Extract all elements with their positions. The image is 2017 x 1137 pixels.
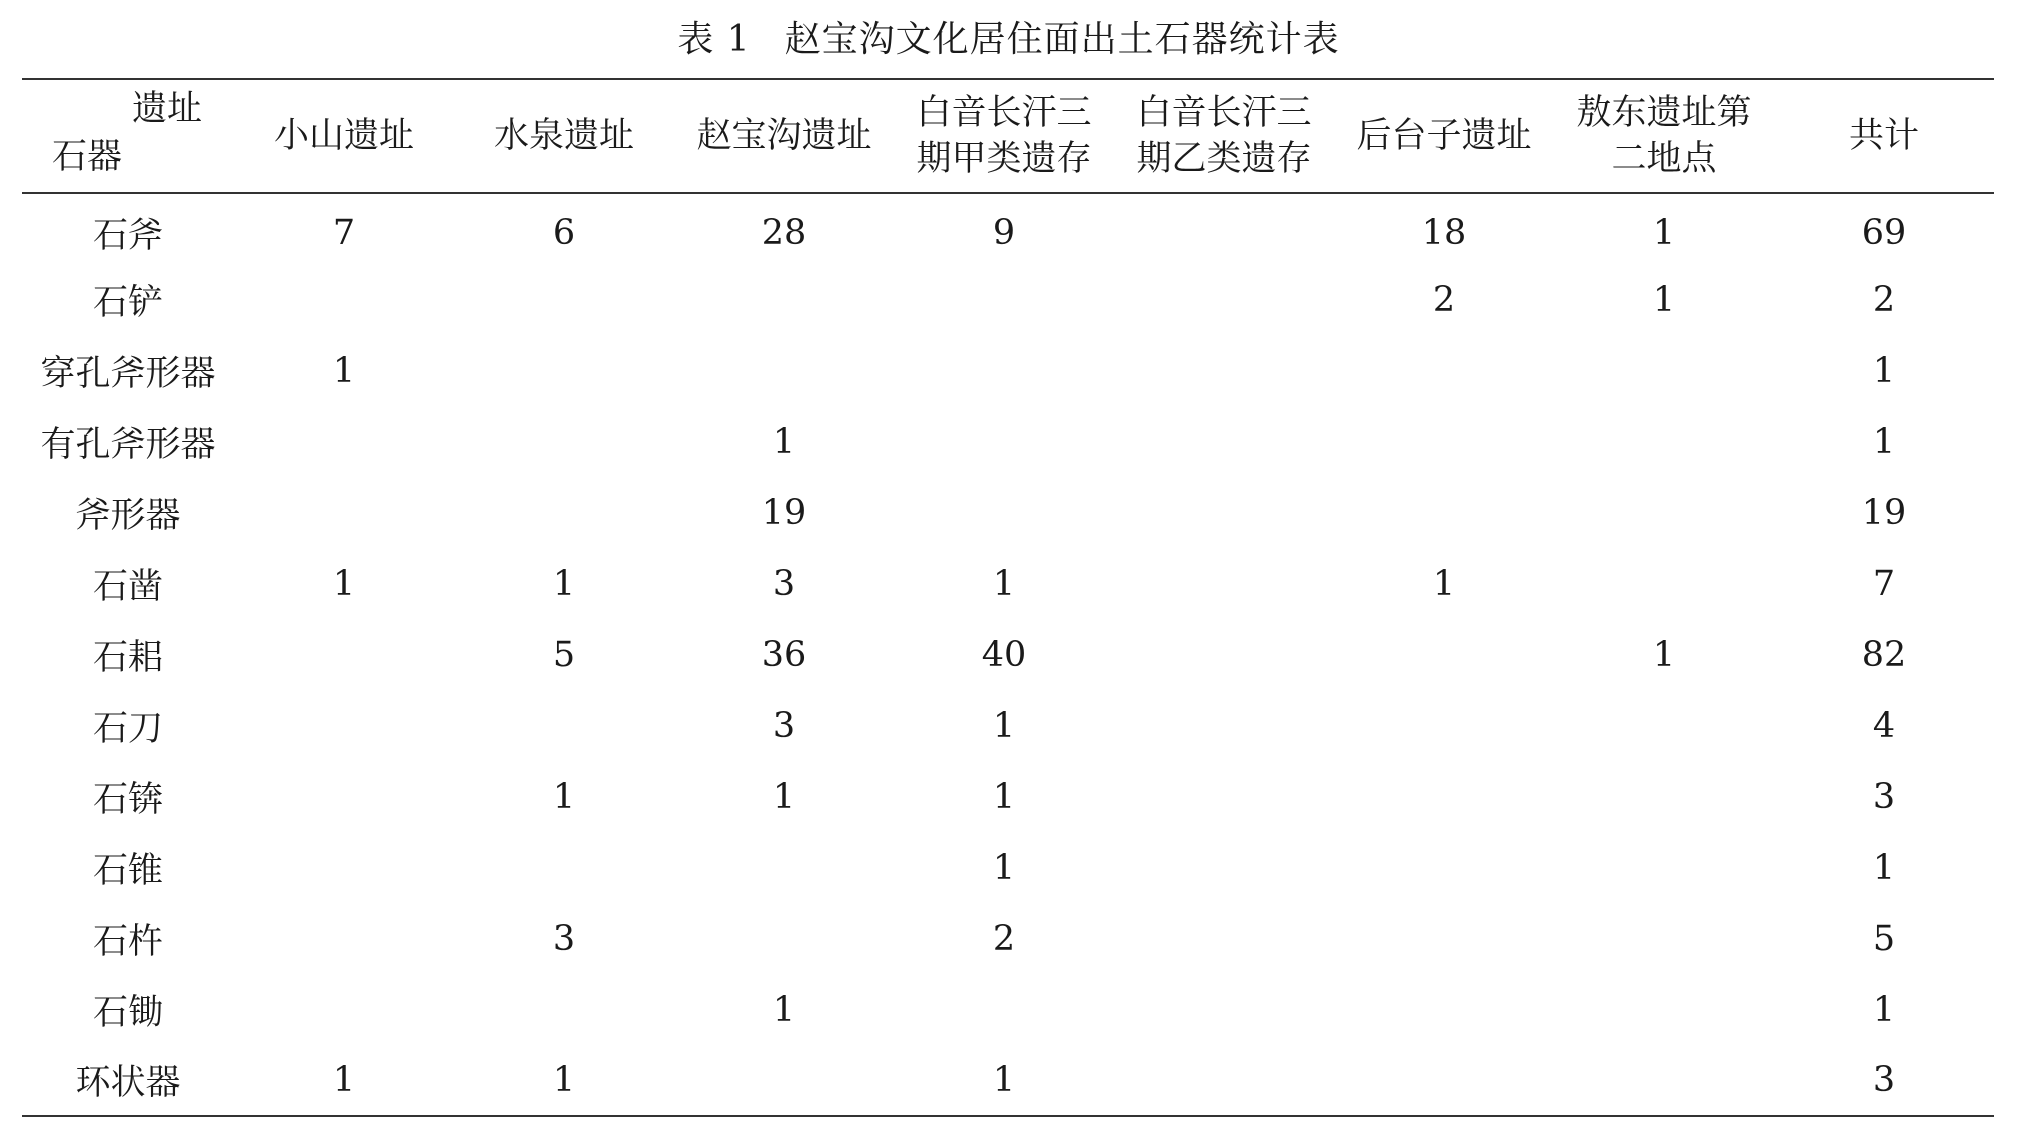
total-cell: 19	[1861, 492, 1907, 533]
table-cell	[234, 406, 454, 477]
table-cell: 1	[772, 989, 796, 1030]
table-cell: 3	[772, 563, 796, 604]
table-cell	[1114, 548, 1334, 619]
table-cell: 1	[1652, 213, 1676, 253]
table-cell	[1114, 903, 1334, 974]
table-title: 赵宝沟文化居住面出土石器统计表	[784, 19, 1340, 60]
table-cell	[1114, 619, 1334, 690]
table-row	[22, 406, 1994, 477]
table-cell: 1	[332, 350, 356, 391]
stone-tools-table	[22, 78, 1994, 1117]
table-cell: 1	[234, 1045, 454, 1116]
table-cell	[234, 477, 454, 548]
total-cell: 1	[1872, 989, 1896, 1030]
table-cell	[234, 761, 454, 832]
table-cell: 1	[552, 776, 576, 817]
row-label: 石杵	[92, 921, 163, 962]
table-cell	[1114, 832, 1334, 903]
total-cell: 69	[1861, 213, 1907, 253]
table-row	[22, 548, 1994, 619]
table-row	[22, 1045, 1994, 1116]
table-row	[22, 690, 1994, 761]
table-cell	[674, 903, 894, 974]
header-row	[22, 79, 1994, 193]
table-cell	[894, 974, 1114, 1045]
table-cell	[1554, 335, 1774, 406]
column-header: 敖东遗址第 二地点	[1554, 79, 1774, 193]
corner-site-label: 遗址	[132, 89, 203, 129]
table-cell: 7	[332, 213, 356, 253]
table-cell	[454, 264, 674, 335]
table-cell	[454, 406, 674, 477]
row-label: 环状器	[22, 1045, 234, 1116]
table-cell: 1	[454, 1045, 674, 1116]
row-label: 斧形器	[75, 495, 181, 536]
table-cell: 18	[1421, 213, 1467, 253]
column-header: 后台子遗址	[1334, 79, 1554, 193]
row-label: 石凿	[92, 566, 163, 607]
total-cell: 3	[1872, 776, 1896, 817]
table-cell	[1334, 1045, 1554, 1116]
table-row	[22, 832, 1994, 903]
corner-header-cell	[22, 79, 234, 193]
table-cell	[1114, 193, 1334, 264]
table-cell	[1554, 903, 1774, 974]
table-cell: 1	[1652, 634, 1676, 675]
row-label: 石锄	[92, 992, 163, 1033]
table-cell: 28	[761, 213, 807, 253]
column-header: 赵宝沟遗址	[674, 79, 894, 193]
column-header: 小山遗址	[234, 79, 454, 193]
table-cell	[1554, 761, 1774, 832]
table-cell: 1	[772, 421, 796, 462]
table-cell: 36	[761, 634, 807, 675]
total-cell: 7	[1872, 563, 1896, 604]
row-label: 石铲	[92, 282, 163, 323]
table-cell	[1334, 832, 1554, 903]
row-label: 有孔斧形器	[40, 424, 216, 465]
table-cell	[674, 264, 894, 335]
table-cell	[454, 832, 674, 903]
row-label: 穿孔斧形器	[40, 353, 216, 394]
table-number: 表 1	[677, 19, 751, 60]
table-cell	[1554, 1045, 1774, 1116]
table-cell	[1114, 264, 1334, 335]
column-header: 白音长汗三 期乙类遗存	[1114, 79, 1334, 193]
table-cell: 2	[1432, 279, 1456, 320]
table-row	[22, 477, 1994, 548]
row-label: 石锥	[92, 850, 163, 891]
table-cell	[894, 264, 1114, 335]
table-cell	[1334, 619, 1554, 690]
table-cell	[234, 264, 454, 335]
total-cell: 82	[1861, 634, 1907, 675]
table-cell: 40	[981, 634, 1027, 675]
table-row	[22, 193, 1994, 264]
table-caption	[0, 14, 2017, 66]
total-cell: 2	[1872, 279, 1896, 320]
table-cell	[234, 974, 454, 1045]
corner-tool-label: 石器	[52, 137, 123, 177]
row-label: 石锛	[92, 779, 163, 820]
table-cell: 6	[552, 213, 576, 253]
row-label: 石耜	[92, 637, 163, 678]
table-row	[22, 619, 1994, 690]
table-cell	[454, 335, 674, 406]
table-cell	[1334, 477, 1554, 548]
table-cell: 1	[992, 563, 1016, 604]
table-cell: 5	[552, 634, 576, 675]
table-cell: 1	[1652, 279, 1676, 320]
column-header: 水泉遗址	[454, 79, 674, 193]
table-cell	[1554, 477, 1774, 548]
table-row	[22, 974, 1994, 1045]
total-cell: 4	[1872, 705, 1896, 746]
table-row	[22, 264, 1994, 335]
table-cell	[454, 477, 674, 548]
table-cell: 1	[332, 563, 356, 604]
table-cell	[894, 477, 1114, 548]
table-cell	[234, 832, 454, 903]
table-cell	[674, 335, 894, 406]
table-cell: 1	[992, 705, 1016, 746]
total-cell: 1	[1872, 421, 1896, 462]
table-cell	[454, 974, 674, 1045]
total-cell: 5	[1872, 918, 1896, 959]
table-cell: 3	[772, 705, 796, 746]
table-cell	[1114, 335, 1334, 406]
table-cell	[1334, 690, 1554, 761]
total-cell: 3	[1774, 1045, 1994, 1116]
table-cell	[894, 335, 1114, 406]
table-cell	[1554, 548, 1774, 619]
table-cell: 1	[894, 1045, 1114, 1116]
table-cell	[1334, 903, 1554, 974]
table-cell	[1334, 335, 1554, 406]
table-cell	[1114, 406, 1334, 477]
table-cell	[1334, 406, 1554, 477]
table-cell	[674, 1045, 894, 1116]
table-cell	[1554, 974, 1774, 1045]
column-header: 白音长汗三 期甲类遗存	[894, 79, 1114, 193]
table-cell	[1114, 690, 1334, 761]
table-cell: 1	[1432, 563, 1456, 604]
table-cell	[454, 690, 674, 761]
table-cell	[1114, 974, 1334, 1045]
table-cell: 19	[761, 492, 807, 533]
row-label: 石刀	[92, 708, 163, 749]
table-cell	[1114, 1045, 1334, 1116]
table-cell	[1554, 690, 1774, 761]
table-cell: 1	[772, 776, 796, 817]
table-row	[22, 335, 1994, 406]
table-row	[22, 761, 1994, 832]
table-cell	[234, 903, 454, 974]
table-cell	[894, 406, 1114, 477]
table-row	[22, 903, 1994, 974]
table-cell	[674, 832, 894, 903]
table-cell: 2	[992, 918, 1016, 959]
table-cell: 9	[992, 213, 1016, 253]
table-cell	[234, 690, 454, 761]
table-cell: 1	[992, 776, 1016, 817]
table-cell: 1	[992, 847, 1016, 888]
table-cell	[1114, 477, 1334, 548]
row-label: 石斧	[92, 216, 163, 256]
table-cell	[1334, 761, 1554, 832]
table-cell: 3	[552, 918, 576, 959]
table-cell	[1554, 832, 1774, 903]
total-cell: 1	[1872, 847, 1896, 888]
table-cell: 1	[552, 563, 576, 604]
column-header: 共计	[1774, 79, 1994, 193]
table-cell	[1114, 761, 1334, 832]
table-cell	[234, 619, 454, 690]
total-cell: 1	[1872, 350, 1896, 391]
table-cell	[1334, 974, 1554, 1045]
table-cell	[1554, 406, 1774, 477]
